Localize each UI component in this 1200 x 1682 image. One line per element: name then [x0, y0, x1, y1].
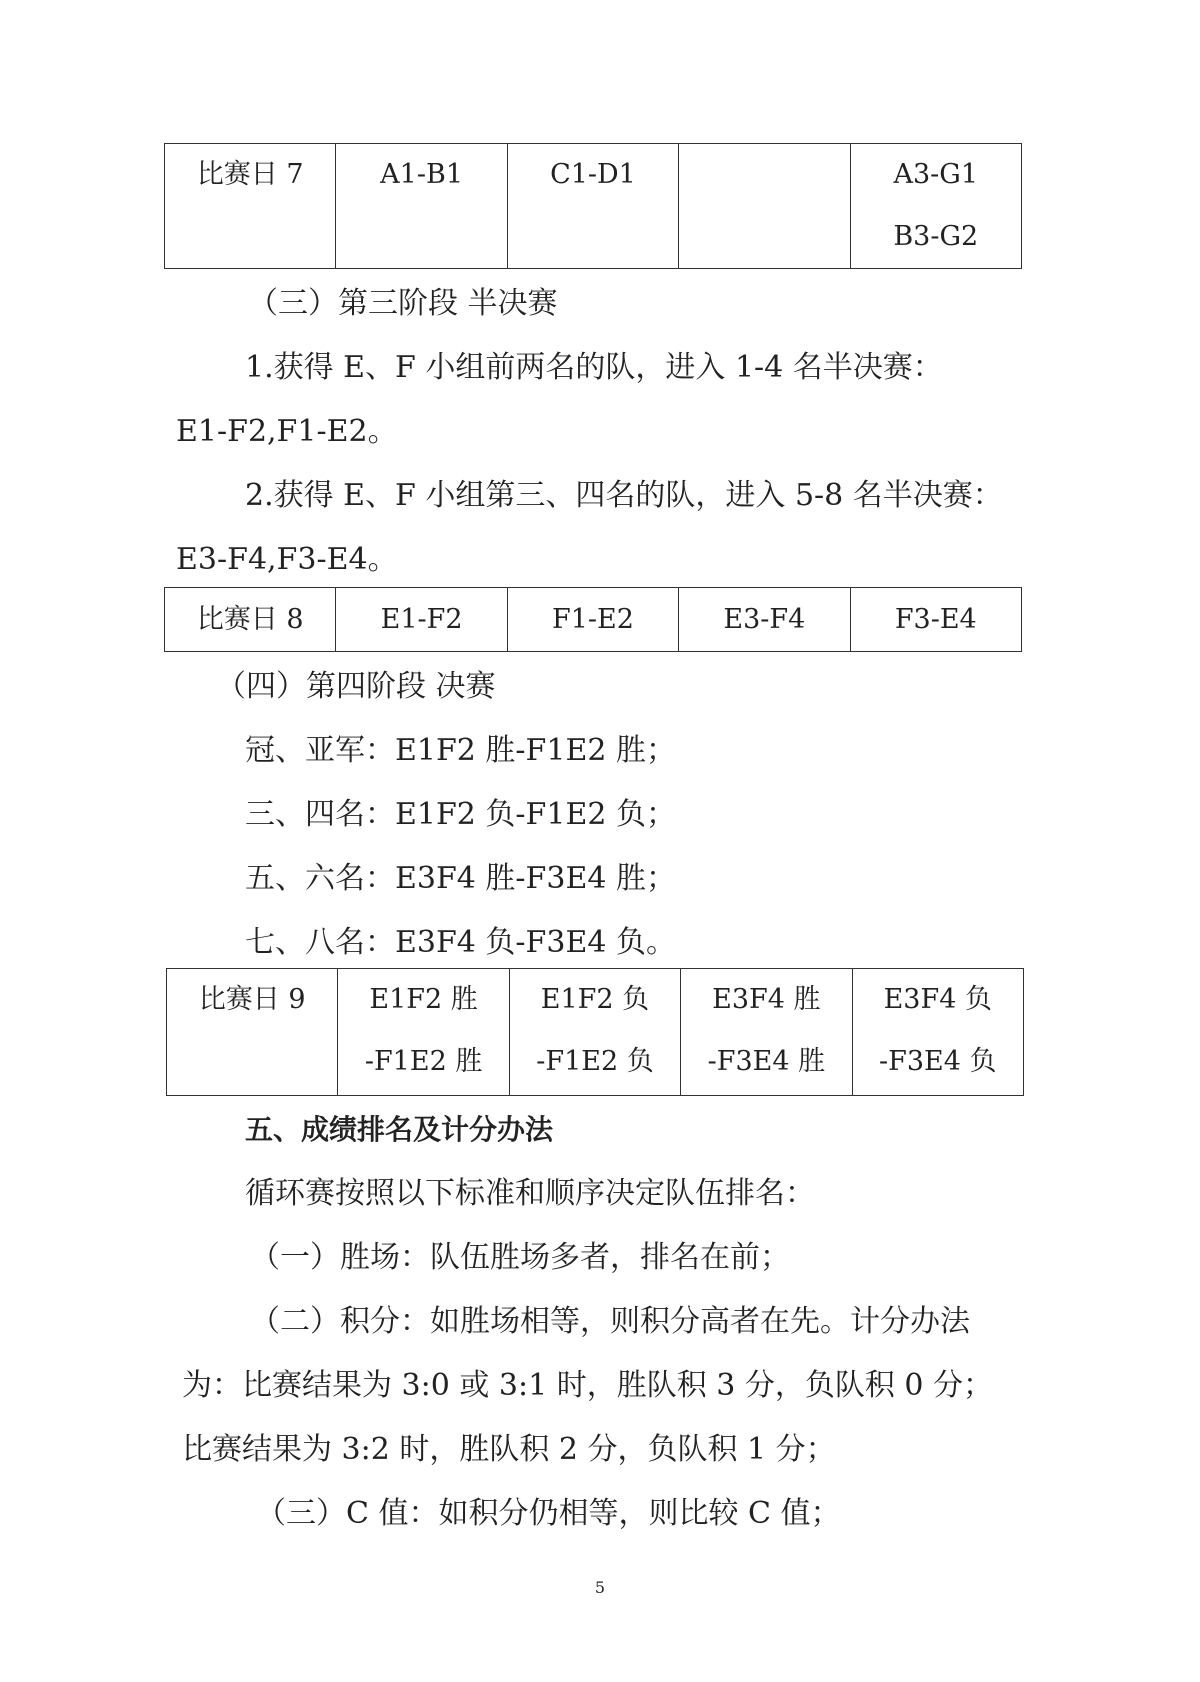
table-cell: E1-F2 [336, 588, 507, 652]
table-cell: F3-E4 [850, 588, 1021, 652]
paragraph: E1-F2,F1-E2。 [176, 414, 398, 449]
table-cell: E1F2 胜 -F1E2 胜 [338, 969, 509, 1096]
match-day-7-table [164, 143, 1022, 269]
table-cell: F1-E2 [507, 588, 678, 652]
table-cell: E1F2 负 -F1E2 负 [509, 969, 680, 1096]
stage4-heading: （四）第四阶段 决赛 [216, 669, 496, 704]
paragraph: 为：比赛结果为 3:0 或 3:1 时，胜队积 3 分，负队积 0 分； [182, 1368, 994, 1403]
match-day-9-table [166, 968, 1024, 1096]
section5-heading: 五、成绩排名及计分办法 [245, 1113, 554, 1146]
table-cell: C1-D1 [507, 144, 678, 269]
final-line: 五、六名：E3F4 胜-F3E4 胜； [245, 861, 676, 896]
table-cell: A1-B1 [336, 144, 507, 269]
table-cell: E3F4 胜 -F3E4 胜 [681, 969, 852, 1096]
paragraph: （一）胜场：队伍胜场多者，排名在前； [250, 1240, 790, 1275]
paragraph: （二）积分：如胜场相等，则积分高者在先。计分办法 [250, 1304, 970, 1339]
match-day-8-table [164, 587, 1022, 652]
table-cell: E3-F4 [679, 588, 850, 652]
day-label: 比赛日 7 [165, 144, 336, 269]
day-label: 比赛日 9 [167, 969, 338, 1096]
paragraph: （三）C 值：如积分仍相等，则比较 C 值； [256, 1496, 841, 1531]
final-line: 七、八名：E3F4 负-F3E4 负。 [245, 925, 676, 960]
final-line: 三、四名：E1F2 负-F1E2 负； [245, 797, 676, 832]
table-cell [679, 144, 850, 269]
paragraph: E3-F4,F3-E4。 [176, 542, 398, 577]
paragraph: 比赛结果为 3:2 时，胜队积 2 分，负队积 1 分； [182, 1432, 836, 1467]
paragraph: 2.获得 E、F 小组第三、四名的队，进入 5-8 名半决赛： [245, 478, 1003, 513]
final-line: 冠、亚军：E1F2 胜-F1E2 胜； [245, 733, 676, 768]
paragraph: 循环赛按照以下标准和顺序决定队伍排名： [245, 1176, 815, 1211]
page-number: 5 [594, 1578, 606, 1597]
table-cell: E3F4 负 -F3E4 负 [852, 969, 1023, 1096]
stage3-heading: （三）第三阶段 半决赛 [248, 286, 558, 321]
table-cell: A3-G1 B3-G2 [850, 144, 1021, 269]
paragraph: 1.获得 E、F 小组前两名的队，进入 1-4 名半决赛： [245, 350, 943, 385]
day-label: 比赛日 8 [165, 588, 336, 652]
